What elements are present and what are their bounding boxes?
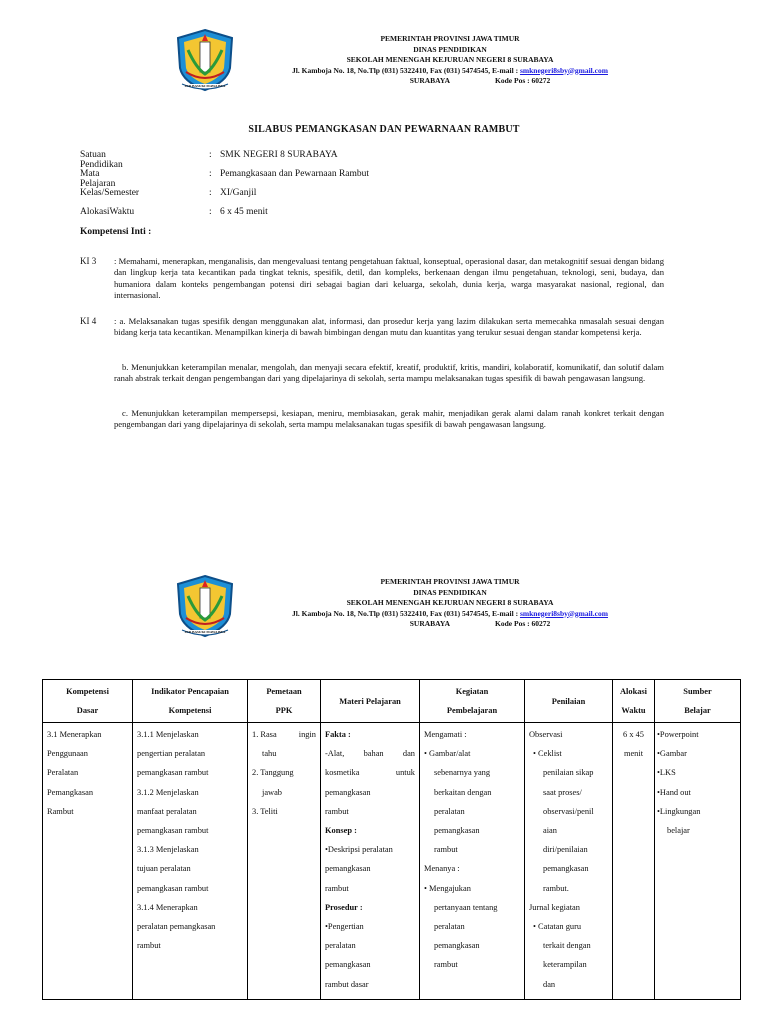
letterhead-address (260, 609, 640, 620)
cell-ipk: 3.1.1 Menjelaskan pengertian peralatan pemangkasan rambut 3.1.2 Menjelaskan manfaat peralatan pemangkasan rambut 3.1.3 Menjelaskan tujuan peralatan pemangkasan rambut 3.1.4 Menerapkan peralatan pemangkasan rambut (133, 723, 248, 1000)
east-java-emblem-icon (172, 574, 238, 640)
email-link[interactable]: smknegeri8sby@gmail.com (519, 65, 608, 75)
col-header-sumber: Sumber Belajar (655, 680, 741, 723)
cell-penilaian: Observasi • Ceklist penilaian sikap saat proses/ observasi/penil aian diri/penilaian pemangkasan rambut. Jurnal kegiatan • Catatan guru terkait dengan keterampilan dan (525, 723, 613, 1000)
info-value: SMK NEGERI 8 SURABAYA (220, 150, 338, 160)
cell-kd: 3.1 Menerapkan Penggunaan Peralatan Pemangkasan Rambut (43, 723, 133, 1000)
logo-motto: JER BASUKI MAWA BEA (184, 84, 226, 88)
email-link[interactable]: smknegeri8sby@gmail.com (519, 608, 608, 618)
east-java-emblem-icon (172, 28, 238, 94)
syllabus-table (42, 679, 741, 1000)
logo-motto: JER BASUKI MAWA BEA (184, 630, 226, 634)
ki4-c-text: c. Menunjukkan keterampilan mempersepsi, kesiapan, meniru, membiasakan, gerak mahir, menjadikan gerak alami dalam ranah konkret terkait dengan pengembangan dari yang dipelajarinya di sekolah, serta mampu melaksanakan tugas spesifik di bawah pengawasan langsung. (114, 408, 664, 430)
address-text: Jl. Kamboja No. 18, No.Tlp (031) 5322410, Fax (031) 5474545, E-mail : (292, 608, 520, 618)
info-label: Kelas/Semester (80, 188, 140, 198)
letterhead-city-line (260, 619, 640, 630)
info-label: Satuan Pendidikan (80, 150, 123, 170)
letterhead-line-3: SEKOLAH MENENGAH KEJURUAN NEGERI 8 SURABAYA (346, 55, 554, 64)
letterhead-address (260, 66, 640, 77)
col-header-kd: Kompetensi Dasar (43, 680, 133, 723)
info-value: XI/Ganjil (220, 188, 257, 198)
city-text: SURABAYA (409, 76, 451, 85)
info-value: Pemangkasaan dan Pewarnaan Rambut (220, 169, 370, 179)
info-value: 6 x 45 menit (220, 207, 268, 217)
page-title: SILABUS PEMANGKASAN DAN PEWARNAAN RAMBUT (248, 124, 520, 135)
address-text: Jl. Kamboja No. 18, No.Tlp (031) 5322410, Fax (031) 5474545, E-mail : (292, 65, 520, 75)
col-header-ppk: Pemetaan PPK (248, 680, 321, 723)
info-label: Mata Pelajaran (80, 169, 116, 189)
cell-sumber: •Powerpoint •Gambar •LKS •Hand out •Lingkungan belajar (655, 723, 741, 1000)
ki4-label: KI 4 (80, 316, 97, 326)
col-header-materi: Materi Pelajaran (321, 680, 420, 723)
cell-materi: Fakta : -Alat, bahan dan kosmetika untuk pemangkasan rambut Konsep : •Deskripsi peralatan pemangkasan rambut Prosedur : •Pengertian peralatan pemangkasan rambut dasar (321, 723, 420, 1000)
col-header-penilaian: Penilaian (525, 680, 613, 723)
letterhead (260, 34, 640, 87)
table-header-row (43, 680, 741, 723)
ki-heading: Kompetensi Inti : (80, 227, 152, 237)
col-header-alokasi: Alokasi Waktu (613, 680, 655, 723)
cell-kegiatan: Mengamati : • Gambar/alat sebenarnya yang berkaitan dengan peralatan pemangkasan rambut Menanya : • Mengajukan pertanyaan tentang peralatan pemangkasan rambut (420, 723, 525, 1000)
cell-alokasi: 6 x 45 menit (613, 723, 655, 1000)
letterhead (260, 577, 640, 630)
table-row (43, 723, 741, 1000)
ki3-label: KI 3 (80, 256, 97, 266)
letterhead-line-3: SEKOLAH MENENGAH KEJURUAN NEGERI 8 SURABAYA (346, 598, 554, 607)
postal-text: Kode Pos : 60272 (495, 619, 551, 628)
postal-text: Kode Pos : 60272 (495, 76, 551, 85)
col-header-ipk: Indikator Pencapaian Kompetensi (133, 680, 248, 723)
city-text: SURABAYA (409, 619, 451, 628)
ki4-b-text: b. Menunjukkan keterampilan menalar, mengolah, dan menyaji secara efektif, kreatif, produktif, kritis, mandiri, kolaboratif, komunikatif, dan solutif dalam ranah abstrak terkait dengan pengembangan dari yang dipelajarinya di sekolah, serta mampu melaksanakan tugas spesifik di bawah pengawasan langsung. (114, 362, 664, 384)
info-label: AlokasiWaktu (80, 207, 135, 217)
letterhead-line-2: DINAS PENDIDIKAN (413, 587, 487, 597)
cell-ppk: 1. Rasa ingin tahu 2. Tanggung jawab 3. Teliti (248, 723, 321, 1000)
col-header-kegiatan: Kegiatan Pembelajaran (420, 680, 525, 723)
letterhead-line-1: PEMERINTAH PROVINSI JAWA TIMUR (380, 34, 520, 43)
letterhead-line-2: DINAS PENDIDIKAN (413, 44, 487, 54)
letterhead-city-line (260, 76, 640, 87)
letterhead-line-1: PEMERINTAH PROVINSI JAWA TIMUR (380, 577, 520, 586)
ki3-text: : Memahami, menerapkan, menganalisis, dan mengevaluasi tentang pengetahuan faktual, konseptual, operasional dasar, dan metakognitif sesuai dengan bidang dan lingkup kerja tata kecantikan pada tingkat teknis, spesifik, detil, dan kompleks, berkenaan dengan ilmu pengetahuan, teknologi, seni, budaya, dan humaniora dalam konteks pengembangan potensi diri sebagai bagian dari keluarga, sekolah, dunia kerja, warga masyarakat nasional, regional, dan internasional. (114, 256, 664, 301)
ki4-a-text: : a. Melaksanakan tugas spesifik dengan menggunakan alat, informasi, dan prosedur kerja yang lazim dilakukan serta memecahka nmasalah sesuai dengan bidang kerja tata kecantikan. Menampilkan kinerja di bawah bimbingan dengan mutu dan kuantitas yang terukur sesuai dengan standar kompetensi kerja. (114, 316, 664, 338)
